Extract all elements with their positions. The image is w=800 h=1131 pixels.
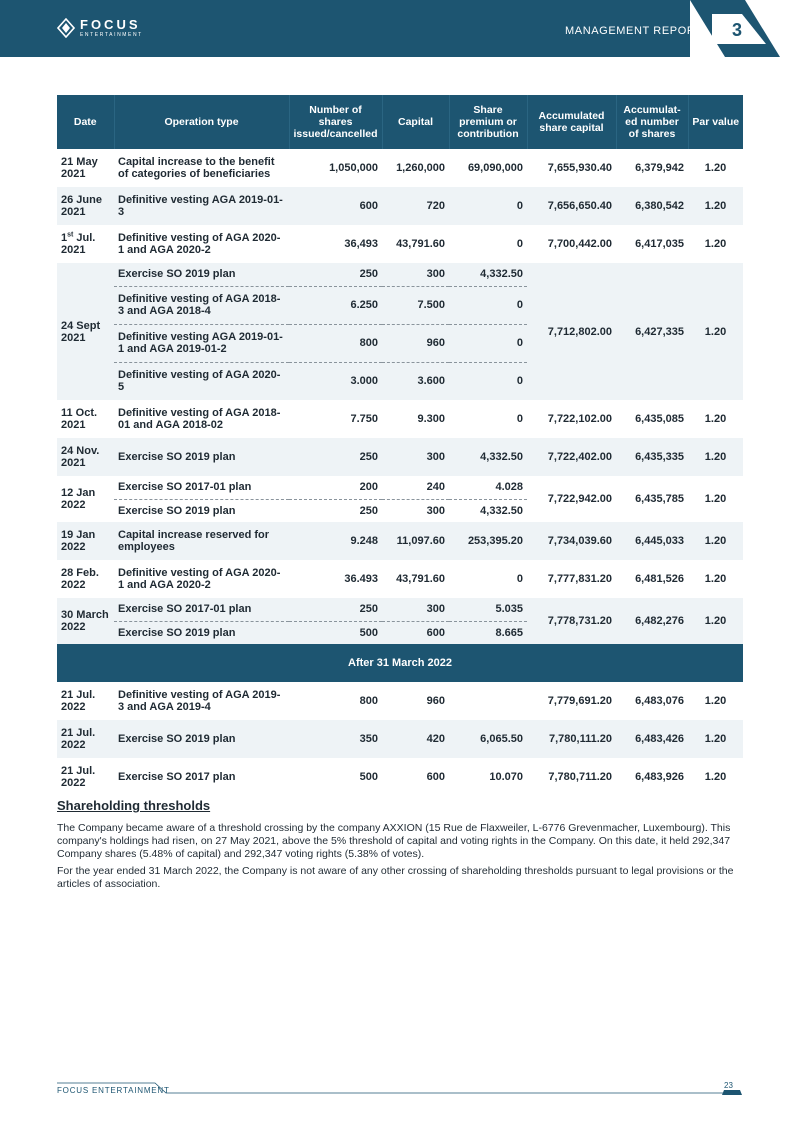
cell-premium: 69,090,000 — [449, 149, 527, 187]
cell-capital: 3.600 — [382, 362, 449, 400]
cell-accumulated-capital: 7,722,102.00 — [527, 400, 616, 438]
cell-date: 11 Oct. 2021 — [57, 400, 114, 438]
table-section-divider — [57, 644, 743, 682]
logo-subtitle: ENTERTAINMENT — [80, 32, 143, 38]
cell-shares: 200 — [289, 476, 382, 499]
cell-capital: 300 — [382, 263, 449, 286]
cell-date: 21 May 2021 — [57, 149, 114, 187]
cell-shares: 250 — [289, 438, 382, 476]
cell-shares: 600 — [289, 187, 382, 225]
cell-capital: 420 — [382, 720, 449, 758]
cell-operation: Definitive vesting of AGA 2020-1 and AGA 2020-2 — [114, 225, 289, 263]
share-capital-table — [57, 95, 743, 796]
cell-capital: 240 — [382, 476, 449, 499]
cell-operation: Definitive vesting AGA 2019-01-1 and AGA 2019-01-2 — [114, 324, 289, 362]
cell-par-value: 1.20 — [688, 560, 743, 598]
column-header-date: Date — [57, 95, 114, 149]
column-header-accumulated-shares: Accumulat-ed number of shares — [616, 95, 688, 149]
table-row — [57, 438, 743, 476]
section-title-shareholding-thresholds: Shareholding thresholds — [57, 798, 211, 813]
cell-premium: 253,395.20 — [449, 522, 527, 560]
table-row — [57, 682, 743, 720]
cell-premium: 0 — [449, 187, 527, 225]
cell-premium: 5.035 — [449, 598, 527, 621]
cell-par-value: 1.20 — [688, 598, 743, 644]
cell-shares: 250 — [289, 263, 382, 286]
cell-operation: Capital increase to the benefit of categories of beneficiaries — [114, 149, 289, 187]
cell-capital: 300 — [382, 438, 449, 476]
cell-date: 21 Jul. 2022 — [57, 682, 114, 720]
cell-premium: 10.070 — [449, 758, 527, 796]
cell-premium: 0 — [449, 560, 527, 598]
cell-accumulated-capital: 7,722,402.00 — [527, 438, 616, 476]
cell-accumulated-capital: 7,712,802.00 — [527, 263, 616, 400]
cell-operation: Exercise SO 2019 plan — [114, 621, 289, 644]
cell-shares: 250 — [289, 499, 382, 522]
cell-capital: 9.300 — [382, 400, 449, 438]
cell-premium — [449, 682, 527, 720]
cell-accumulated-shares: 6,435,785 — [616, 476, 688, 522]
table-row — [57, 522, 743, 560]
cell-capital: 720 — [382, 187, 449, 225]
cell-premium: 0 — [449, 324, 527, 362]
cell-shares: 36.493 — [289, 560, 382, 598]
cell-date: 26 June 2021 — [57, 187, 114, 225]
cell-accumulated-shares: 6,482,276 — [616, 598, 688, 644]
cell-date: 12 Jan 2022 — [57, 476, 114, 522]
column-header-premium: Share premium or contribution — [449, 95, 527, 149]
cell-date: 28 Feb. 2022 — [57, 560, 114, 598]
table-row — [57, 400, 743, 438]
table-row — [57, 263, 743, 286]
cell-shares: 800 — [289, 682, 382, 720]
cell-date: 24 Nov. 2021 — [57, 438, 114, 476]
cell-par-value: 1.20 — [688, 758, 743, 796]
cell-accumulated-shares: 6,380,542 — [616, 187, 688, 225]
cell-shares: 350 — [289, 720, 382, 758]
cell-accumulated-capital: 7,722,942.00 — [527, 476, 616, 522]
cell-date: 21 Jul. 2022 — [57, 758, 114, 796]
cell-accumulated-capital: 7,655,930.40 — [527, 149, 616, 187]
table-row — [57, 225, 743, 263]
cell-accumulated-capital: 7,700,442.00 — [527, 225, 616, 263]
cell-premium: 4,332.50 — [449, 438, 527, 476]
page-number: 23 — [724, 1081, 733, 1090]
table-row — [57, 187, 743, 225]
cell-operation: Capital increase reserved for employees — [114, 522, 289, 560]
date-rest: Jul. 2021 — [61, 232, 96, 256]
chapter-number: 3 — [732, 20, 743, 40]
cell-accumulated-shares: 6,481,526 — [616, 560, 688, 598]
cell-par-value: 1.20 — [688, 476, 743, 522]
cell-premium: 4,332.50 — [449, 499, 527, 522]
cell-shares: 9.248 — [289, 522, 382, 560]
paragraph-threshold-crossing: The Company became aware of a threshold crossing by the company AXXION (15 Rue de Flaxweiler, L-6776 Grevenmacher, Luxembourg). This company's holdings had risen, on 27 May 2021, above the 5% threshold of capital and voting rights in the Company. On this date, it held 292,347 Company shares (5.48% of capital) and 292,347 voting rights (5.38% of votes). — [57, 822, 731, 860]
cell-premium: 8.665 — [449, 621, 527, 644]
cell-shares: 6.250 — [289, 286, 382, 324]
cell-accumulated-shares: 6,483,076 — [616, 682, 688, 720]
cell-operation: Exercise SO 2017-01 plan — [114, 598, 289, 621]
cell-accumulated-capital: 7,734,039.60 — [527, 522, 616, 560]
table-header-row — [57, 95, 743, 149]
cell-accumulated-capital: 7,780,711.20 — [527, 758, 616, 796]
cell-accumulated-shares: 6,417,035 — [616, 225, 688, 263]
table-row — [57, 560, 743, 598]
cell-shares: 7.750 — [289, 400, 382, 438]
table-row — [57, 149, 743, 187]
cell-accumulated-capital: 7,656,650.40 — [527, 187, 616, 225]
cell-accumulated-capital: 7,779,691.20 — [527, 682, 616, 720]
cell-accumulated-shares: 6,483,426 — [616, 720, 688, 758]
cell-accumulated-shares: 6,435,085 — [616, 400, 688, 438]
cell-capital: 1,260,000 — [382, 149, 449, 187]
cell-par-value: 1.20 — [688, 149, 743, 187]
table-row — [57, 476, 743, 499]
cell-operation: Exercise SO 2019 plan — [114, 720, 289, 758]
cell-shares: 250 — [289, 598, 382, 621]
company-logo — [57, 18, 143, 38]
cell-shares: 800 — [289, 324, 382, 362]
cell-accumulated-shares: 6,427,335 — [616, 263, 688, 400]
cell-capital: 600 — [382, 758, 449, 796]
cell-shares: 1,050,000 — [289, 149, 382, 187]
paragraph-no-other-crossing: For the year ended 31 March 2022, the Company is not aware of any other crossing of shareholding thresholds pursuant to legal provisions or the articles of association. — [57, 865, 734, 890]
cell-par-value: 1.20 — [688, 187, 743, 225]
table-row — [57, 720, 743, 758]
cell-premium: 4.028 — [449, 476, 527, 499]
column-header-shares: Number of shares issued/cancelled — [289, 95, 382, 149]
cell-shares: 3.000 — [289, 362, 382, 400]
cell-operation: Definitive vesting of AGA 2020-1 and AGA 2020-2 — [114, 560, 289, 598]
cell-date — [57, 225, 114, 263]
cell-par-value: 1.20 — [688, 263, 743, 400]
cell-premium: 0 — [449, 225, 527, 263]
date-ordinal: st — [67, 231, 74, 239]
report-label: MANAGEMENT REPORT — [565, 25, 703, 37]
cell-capital: 960 — [382, 324, 449, 362]
cell-par-value: 1.20 — [688, 400, 743, 438]
cell-par-value: 1.20 — [688, 682, 743, 720]
page-header — [0, 0, 800, 57]
cell-date: 21 Jul. 2022 — [57, 720, 114, 758]
cell-accumulated-shares: 6,483,926 — [616, 758, 688, 796]
cell-capital: 600 — [382, 621, 449, 644]
focus-logo-icon — [57, 18, 75, 38]
cell-operation: Definitive vesting of AGA 2018-01 and AGA 2018-02 — [114, 400, 289, 438]
date-day: 1 — [61, 232, 68, 244]
cell-operation: Definitive vesting of AGA 2020-5 — [114, 362, 289, 400]
footer-brand: FOCUS ENTERTAINMENT — [57, 1086, 170, 1095]
cell-par-value: 1.20 — [688, 438, 743, 476]
cell-par-value: 1.20 — [688, 225, 743, 263]
cell-accumulated-shares: 6,445,033 — [616, 522, 688, 560]
cell-premium: 0 — [449, 286, 527, 324]
cell-shares: 36,493 — [289, 225, 382, 263]
cell-premium: 0 — [449, 362, 527, 400]
column-header-accumulated-capital: Accumulated share capital — [527, 95, 616, 149]
cell-capital: 300 — [382, 499, 449, 522]
cell-capital: 300 — [382, 598, 449, 621]
section-label-after-march: After 31 March 2022 — [57, 644, 743, 682]
cell-capital: 11,097.60 — [382, 522, 449, 560]
cell-par-value: 1.20 — [688, 522, 743, 560]
cell-accumulated-shares: 6,379,942 — [616, 149, 688, 187]
cell-date: 30 March 2022 — [57, 598, 114, 644]
cell-operation: Definitive vesting of AGA 2019-3 and AGA 2019-4 — [114, 682, 289, 720]
cell-operation: Exercise SO 2019 plan — [114, 263, 289, 286]
table-row — [57, 758, 743, 796]
cell-shares: 500 — [289, 621, 382, 644]
cell-operation: Exercise SO 2019 plan — [114, 438, 289, 476]
cell-premium: 4,332.50 — [449, 263, 527, 286]
cell-capital: 43,791.60 — [382, 560, 449, 598]
column-header-par-value: Par value — [688, 95, 743, 149]
cell-date: 19 Jan 2022 — [57, 522, 114, 560]
column-header-capital: Capital — [382, 95, 449, 149]
column-header-operation: Operation type — [114, 95, 289, 149]
cell-accumulated-capital: 7,780,111.20 — [527, 720, 616, 758]
cell-operation: Definitive vesting AGA 2019-01-3 — [114, 187, 289, 225]
cell-accumulated-shares: 6,435,335 — [616, 438, 688, 476]
cell-capital: 960 — [382, 682, 449, 720]
cell-premium: 6,065.50 — [449, 720, 527, 758]
cell-par-value: 1.20 — [688, 720, 743, 758]
cell-operation: Exercise SO 2019 plan — [114, 499, 289, 522]
cell-accumulated-capital: 7,778,731.20 — [527, 598, 616, 644]
logo-word: FOCUS — [80, 17, 141, 32]
cell-capital: 7.500 — [382, 286, 449, 324]
cell-capital: 43,791.60 — [382, 225, 449, 263]
cell-premium: 0 — [449, 400, 527, 438]
cell-operation: Exercise SO 2017 plan — [114, 758, 289, 796]
cell-operation: Exercise SO 2017-01 plan — [114, 476, 289, 499]
cell-date: 24 Sept 2021 — [57, 263, 114, 400]
cell-accumulated-capital: 7,777,831.20 — [527, 560, 616, 598]
cell-operation: Definitive vesting of AGA 2018-3 and AGA 2018-4 — [114, 286, 289, 324]
cell-shares: 500 — [289, 758, 382, 796]
table-row — [57, 598, 743, 621]
